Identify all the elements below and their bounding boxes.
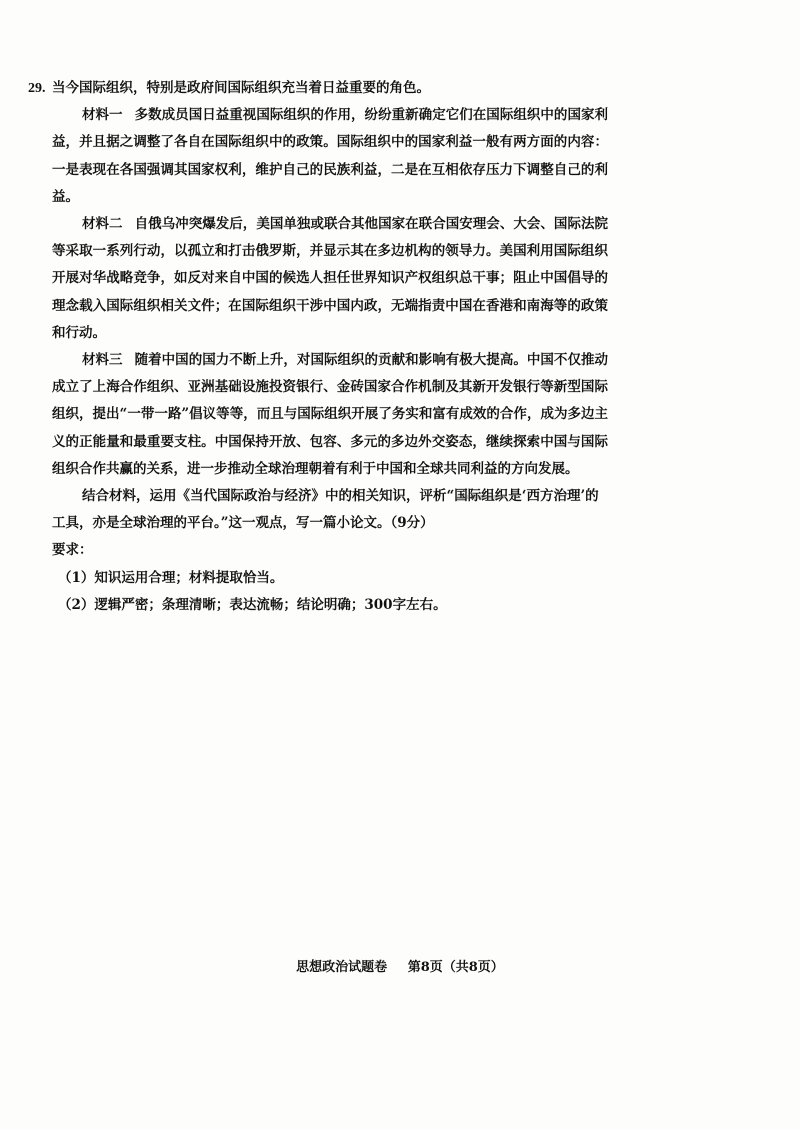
page-footer — [0, 956, 800, 975]
material-3-text: 随着中国的国力不断上升，对国际组织的贡献和影响有极大提高。中国不仅推动成立了上海合作组织、亚洲基础设施投资银行、金砖国家合作机制及其新开发银行等新型国际组织，提出“一带一路”倡议等等，而且与国际组织开展了务实和富有成效的合作，成为多边主义的正能量和最重要支柱。中国保持开放、包容、多元的多边外交姿态，继续探索中国与国际组织合作共赢的关系，进一步推动全球治理朝着有利于中国和全球共同利益的方向发展。 — [52, 352, 609, 477]
material-1 — [28, 102, 608, 211]
footer-subject: 思想政治试题卷 — [296, 960, 388, 975]
material-2-label: 材料二 — [82, 216, 123, 233]
material-2 — [28, 211, 608, 347]
question-block — [28, 75, 608, 619]
material-3 — [28, 347, 608, 483]
question-number: 29. — [28, 81, 46, 96]
footer-page-number: 第8页（共8页） — [407, 960, 504, 975]
material-1-label: 材料一 — [82, 107, 123, 124]
material-2-text: 自俄乌冲突爆发后，美国单独或联合其他国家在联合国安理会、大会、国际法院等采取一系列行动，以孤立和打击俄罗斯，并显示其在多边机构的领导力。美国利用国际组织开展对华战略竞争，如反对来自中国的候选人担任世界知识产权组织总干事；阻止中国倡导的理念载入国际组织相关文件；在国际组织干涉中国内政，无端指责中国在香港和南海等的政策和行动。 — [52, 216, 609, 341]
requirements-title: 要求： — [52, 542, 93, 559]
question-stem-row — [28, 75, 608, 102]
question-stem: 当今国际组织，特别是政府间国际组织充当着日益重要的角色。 — [52, 80, 430, 96]
requirement-item-1: （1）知识运用合理；材料提取恰当。 — [58, 569, 284, 586]
scan-smudge — [455, 495, 505, 499]
requirement-item-2: （2）逻辑严密；条理清晰；表达流畅；结论明确；300字左右。 — [58, 596, 447, 613]
material-3-label: 材料三 — [82, 352, 123, 369]
material-1-text: 多数成员国日益重视国际组织的作用，纷纷重新确定它们在国际组织中的国家利益，并且据之调整了各自在国际组织中的政策。国际组织中的国家利益一般有两方面的内容：一是表现在各国强调其国家权利，维护自己的民族利益，二是在互相依存压力下调整自己的利益。 — [52, 107, 609, 205]
task-instruction: 结合材料，运用《当代国际政治与经济》中的相关知识，评析“国际组织是‘西方治理’的工具，亦是全球治理的平台。”这一观点，写一篇小论文。（9分） — [52, 488, 599, 532]
